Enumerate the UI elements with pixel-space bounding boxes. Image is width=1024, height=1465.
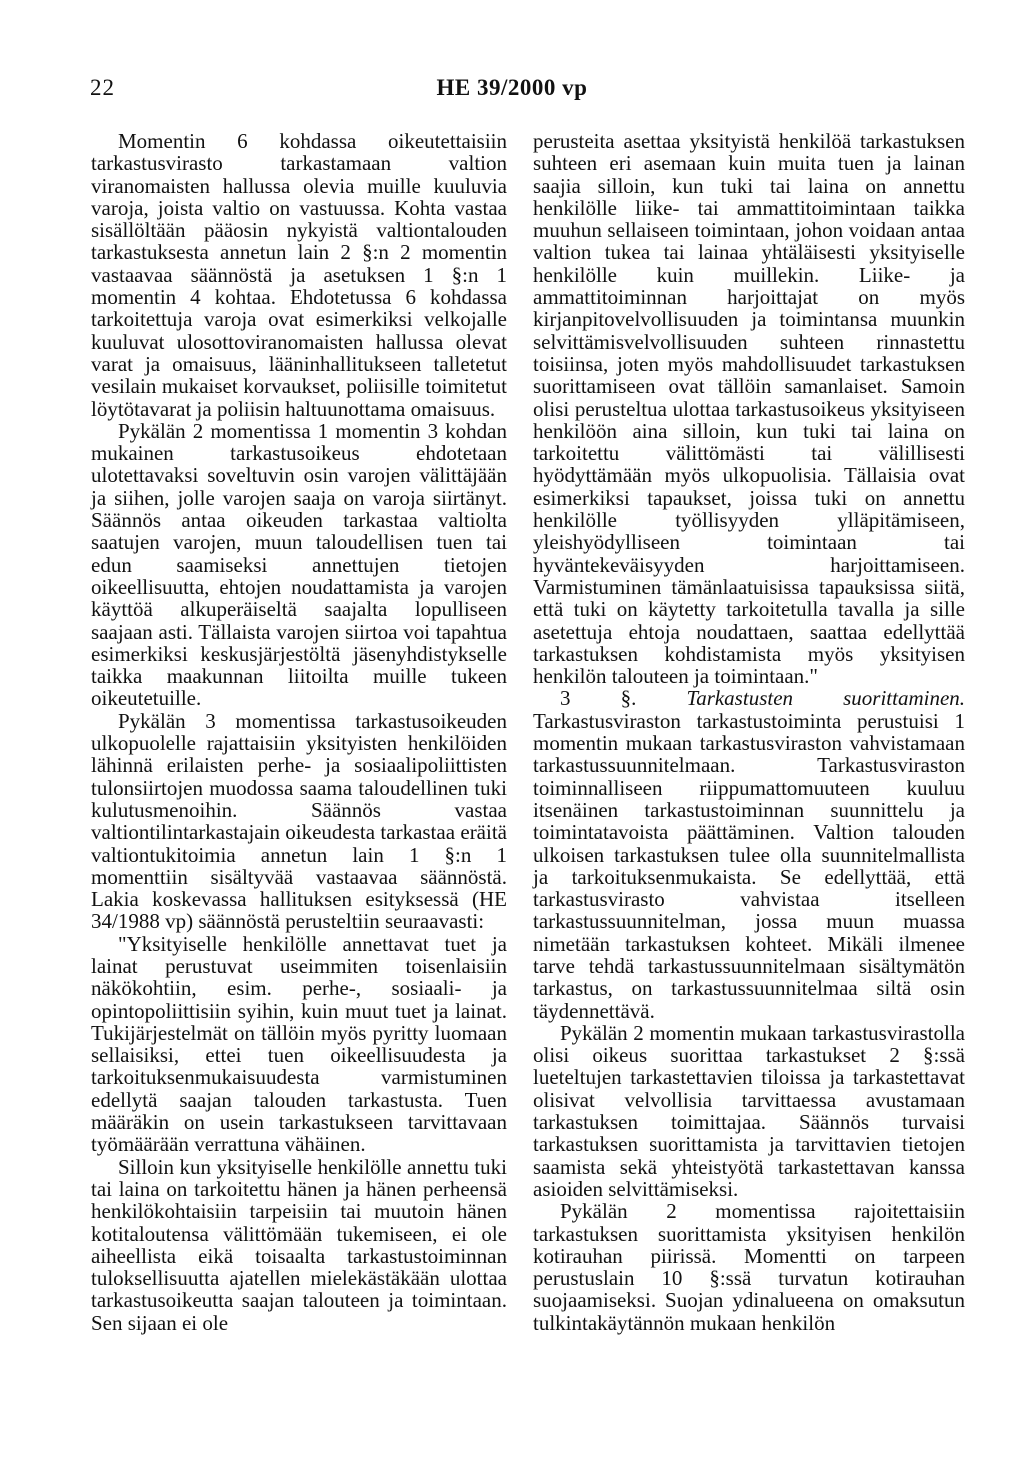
section-3-paragraph <box>533 687 965 1021</box>
section-title: Tarkastusten suorittaminen. <box>686 686 966 711</box>
section-text: Tarkastusviraston tarkastustoiminta perustuisi 1 momentin mukaan tarkastusviraston vahvistamaan tarkastussuunnitelmaan. Tarkastusviraston toiminnalliseen riippumattomuuteen kuuluu itsenäinen tarkastustoiminnan suunnittelu ja toimintatavoista päättäminen. Valtion talouden ulkoisen tarkastuksen tulee olla suunnitelmallista ja tarkoituksenmukaista. Se edellyttää, että tarkastusvirasto vahvistaa itselleen tarkastussuunnitelman, jossa muun muassa nimetään tarkastuksen kohteet. Mikäli ilmenee tarve tehdä tarkastussuunnitelmaan sisältymätön tarkastus, on tarkastussuunnitelmaa siltä osin täydennettävä. <box>533 708 965 1023</box>
paragraph: Pykälän 2 momentissa rajoitettaisiin tarkastuksen suorittamista yksityisen henkilön kotirauhan piirissä. Momentti on tarpeen perustuslain 10 §:ssä turvatun kotirauhan suojaamiseksi. Suojan ydinalueena on omaksutun tulkintakäytännön mukaan henkilön <box>533 1199 965 1335</box>
paragraph: Momentin 6 kohdassa oikeutettaisiin tarkastusvirasto tarkastamaan valtion viranomaisten hallussa olevia muille kuuluvia varoja, joista valtio on vastuussa. Kohta vastaa sisällöltään pääosin nykyistä valtiontalouden tarkastuksesta annetun lain 2 §:n 2 momentin vastaavaa säännöstä ja asetuksen 1 §:n 1 momentin 4 kohtaa. Ehdotetussa 6 kohdassa tarkoitettuja varoja ovat esimerkiksi velkojalle kuuluvat ulosottoviranomaisten hallussa olevat varat ja omaisuus, lääninhallitukseen talletetut vesilain mukaiset korvaukset, poliisille toimitetut löytötavarat ja poliisin haltuunottama omaisuus. <box>91 129 507 421</box>
quote-paragraph: perusteita asettaa yksityistä henkilöä tarkastuksen suhteen eri asemaan kuin muita tuen ja lainan saajia silloin, kun tuki tai laina on annettu henkilölle liike- tai ammattitoimintaan taikka muuhun sellaiseen toimintaan, johon voidaan antaa valtion tukea tai lainaa yhtäläisesti yksityiselle henkilölle kuin muillekin. Liike- ja ammattitoiminnan harjoittajat on myös kirjanpitovelvollisuuden ja toimintansa muunkin selvittämisvelvollisuuden suhteen rinnastettu toisiinsa, joten myös mahdollisuudet tarkastuksen suorittamiseen ovat tällöin samanlaiset. Samoin olisi perusteltua ulottaa tarkastusoikeus yksityiseen henkilöön aina silloin, kun tuki tai laina on tarkoitettu välittömästi tai välillisesti hyödyttämään myös ulkopuolisia. Tällaisia ovat esimerkiksi tapaukset, joissa tuki on annettu henkilölle työllisyyden ylläpitämiseen, yleishyödylliseen toimintaan tai hyväntekeväisyyden harjoittamiseen. Varmistuminen tämänlaatuisissa tapauksissa siitä, että tuki on käytetty tarkoitetulla tavalla ja sille asetettuja ehtoja noudattaen, saattaa edellyttää tarkastuksen kohdistamista myös yksityisen henkilön talouteen ja toimintaan." <box>533 129 965 689</box>
quote-paragraph: "Yksityiselle henkilölle annettavat tuet ja lainat perustuvat useimmiten toisenlaisiin näkökohtiin, esim. perhe-, sosiaali- ja opintopoliittisiin syihin, kuin muut tuet ja lainat. Tukijärjestelmät on tällöin myös pyritty luomaan sellaisiksi, ettei tuen oikeellisuudesta ja tarkoituksenmukaisuudesta varmistuminen edellytä saajan talouden tarkastusta. Tuen määräkin on usein tarkastukseen tarvittavaan työmäärään verrattuna vähäinen. <box>91 931 507 1157</box>
page-number: 22 <box>90 75 115 100</box>
section-number: 3 §. <box>560 686 637 711</box>
paragraph: Pykälän 2 momentissa 1 momentin 3 kohdan mukainen tarkastusoikeus ehdotetaan ulotettavaksi soveltuvin osin varojen välittäjään ja siihen, jolle varojen saaja on varoja siirtänyt. Säännös antaa oikeuden tarkastaa valtiolta saatujen varojen, muun taloudellisen tuen tai edun saamiseksi annettujen tietojen oikeellisuutta, ehtojen noudattamista ja varojen käyttöä alkuperäiseltä saajalta lopulliseen saajaan asti. Tällaista varojen siirtoa voi tapahtua esimerkiksi keskusjärjestöltä jäsenyhdistykselle taikka maakunnan liitoilta muille tukeen oikeutetuille. <box>91 418 507 711</box>
quote-paragraph: Silloin kun yksityiselle henkilölle annettu tuki tai laina on tarkoitettu hänen ja hänen perheensä henkilökohtaisiin tarpeisiin tai muutoin hänen kotitaloutensa välittömään tukemiseen, ei ole aiheellista eikä toisaalta tarkastustoiminnan tuloksellisuutta ajatellen mielekästäkään ulottaa tarkastusoikeutta saajan talouteen ja toimintaan. Sen sijaan ei ole <box>91 1154 507 1335</box>
paragraph: Pykälän 3 momentissa tarkastusoikeuden ulkopuolelle rajattaisiin yksityisten henkilöiden lähinnä erilaisten perhe- ja sosiaalipoliittisten tulonsiirtojen muodossa saama taloudellinen tuki kulutusmenoihin. Säännös vastaa valtiontilintarkastajain oikeudesta tarkastaa eräitä valtiontukitoimia annetun lain 1 §:n 1 momenttiin sisältyvää vastaavaa säännöstä. Lakia koskevassa hallituksen esityksessä (HE 34/1988 vp) säännöstä perusteltiin seuraavasti: <box>91 708 507 934</box>
running-head: HE 39/2000 vp <box>436 75 588 100</box>
paragraph: Pykälän 2 momentin mukaan tarkastusvirastolla olisi oikeus suorittaa tarkastukset 2 §:ssä lueteltujen tarkastettavien tiloissa ja tarkastettavat olisivat velvollisia tarvittaessa avustamaan tarkastuksen toimittajaa. Säännös turvaisi tarkastuksen suorittamista ja tarvittavien tietojen saamista sekä yhteistyötä tarkastettavan kanssa asioiden selvittämiseksi. <box>533 1020 965 1201</box>
left-column <box>91 130 507 1334</box>
right-column <box>533 130 965 1334</box>
